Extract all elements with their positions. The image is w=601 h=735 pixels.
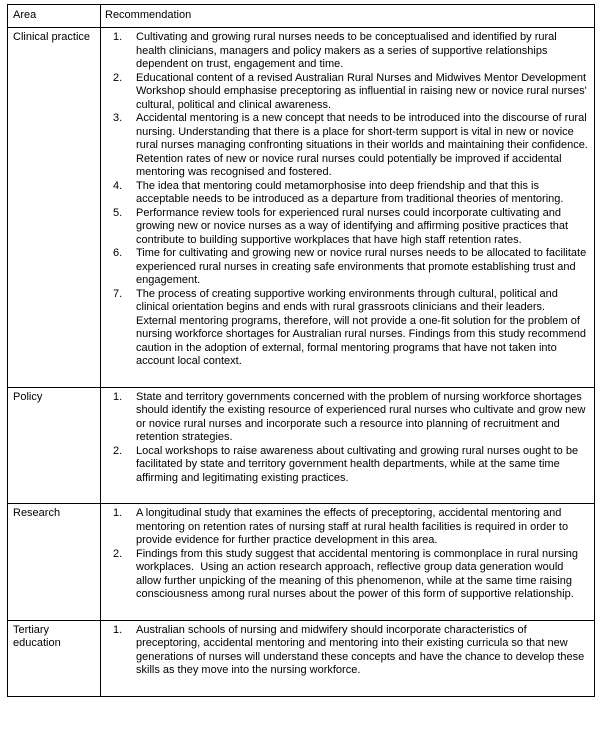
area-cell: Clinical practice (8, 28, 101, 388)
area-column-header: Area (8, 5, 101, 28)
recommendation-item-number: 2. (113, 71, 123, 84)
recommendation-cell (101, 620, 595, 696)
recommendation-item-number: 2. (113, 444, 123, 457)
recommendation-item (101, 391, 588, 445)
recommendation-item-text: The idea that mentoring could metamorphosise into deep friendship and that this is acceptable needs to be introduced as a departure from traditional theories of mentoring. (136, 179, 564, 205)
recommendation-item-text: Time for cultivating and growing new or novice rural nurses needs to be allocated to facilitate experienced rural nurses in creating safe environments that promote establishing trust and engagement. (136, 247, 590, 286)
recommendation-item-text: The process of creating supportive working environments through cultural, political and clinical orientation begins and ends with rural grassroots clinicians and their leaders. External mentoring programs, therefore, will not provide a one-fit solution for the problem of nursing workforce shortages for Australian rural nurses. Findings from this study recommend caution in the adoption of external, formal mentoring programs that have not taken into account local context. (136, 287, 590, 367)
recommendation-item-text: Australian schools of nursing and midwifery should incorporate characteristics of preceptoring, accidental mentoring and mentoring into their existing curricula so that new generations of nurses will understand these concepts and have the chance to develop these skills as they move into the nursing workforce. (136, 623, 588, 676)
recommendation-item-text: Educational content of a revised Australian Rural Nurses and Midwives Mentor Development Workshop should emphasise preceptoring as influential in raising new or novice rural nurses' cultural, political and clinical awareness. (136, 71, 590, 111)
recommendation-item-number: 1. (113, 390, 123, 403)
recommendation-item (101, 112, 594, 180)
recommendation-item-number: 5. (113, 206, 123, 219)
recommendation-column-header: Recommendation (101, 5, 595, 28)
recommendation-item-number: 6. (113, 247, 123, 259)
recommendation-item-number: 3. (113, 112, 123, 124)
table-row (8, 387, 595, 504)
area-cell: Research (8, 504, 101, 621)
header-row (8, 5, 595, 28)
recommendation-item (101, 548, 588, 602)
table-row (8, 504, 595, 621)
recommendation-cell (101, 28, 595, 388)
recommendation-item-text: Findings from this study suggest that accidental mentoring is commonplace in rural nursing workplaces. Using an action research approach, reflective group data generation would allow further unpicking of the meaning of this phenomenon, while at the same time raising consciousness among rural nurses about the power of this form of supportive relationship. (136, 547, 582, 600)
recommendation-item-text: Local workshops to raise awareness about cultivating and growing rural nurses ought to be facilitated by state and territory government health departments, while at the same time affirming and legitimating existing practices. (136, 444, 582, 484)
recommendation-item (101, 72, 588, 113)
area-cell: Tertiary education (8, 620, 101, 696)
table-row (8, 28, 595, 388)
recommendation-item-text: State and territory governments concerned with the problem of nursing workforce shortages should identify the existing resource of experienced rural nurses who cultivate and grow new or novice rural nurses and incorporate such a resource into planning of recruitment and retention strategies. (136, 390, 589, 443)
recommendation-item (101, 247, 588, 288)
recommendation-cell (101, 504, 595, 621)
recommendation-item (101, 31, 588, 72)
recommendation-item-text: Performance review tools for experienced rural nurses could incorporate cultivating and growing new or novice nurses as a way of identifying and affirming positive practices that contribute to building supportive workplaces that have high staff retention rates. (136, 206, 572, 246)
recommendation-item-text: A longitudinal study that examines the effects of preceptoring, accidental mentoring and mentoring on retention rates of nursing staff at rural health facilities is required in order to provide evidence for further practice development in this area. (136, 507, 572, 546)
recommendation-item (101, 624, 588, 678)
recommendation-cell (101, 387, 595, 504)
recommendation-item-number: 1. (113, 623, 123, 636)
recommendation-item-number: 1. (113, 31, 123, 43)
recommendation-item (101, 445, 588, 486)
area-cell: Policy (8, 387, 101, 504)
recommendation-item-number: 2. (113, 547, 123, 560)
recommendation-item (101, 207, 588, 248)
recommendation-item (101, 288, 588, 369)
recommendations-table (7, 4, 595, 697)
recommendation-item (101, 507, 588, 548)
table-body (8, 28, 595, 697)
recommendation-item-text: Cultivating and growing rural nurses needs to be conceptualised and identified by rural health clinicians, managers and policy makers as a series of supportive relationships dependent on trust, engagement and time. (136, 31, 560, 70)
recommendation-item-text: Accidental mentoring is a new concept that needs to be introduced into the discourse of rural nursing. Understanding that there is a place for short-term support is vital in new or novice rural nurses managing confronting situations in their worlds and maintaining their confidence. Retention rates of new or novice rural nurses could potentially be improved if accidental mentoring was recognised and fostered. (136, 112, 594, 178)
table-row (8, 620, 595, 696)
recommendation-item (101, 180, 588, 207)
recommendation-item-number: 4. (113, 179, 123, 192)
recommendation-item-number: 1. (113, 507, 123, 519)
recommendation-item-number: 7. (113, 287, 123, 300)
recommendations-page (7, 4, 595, 697)
